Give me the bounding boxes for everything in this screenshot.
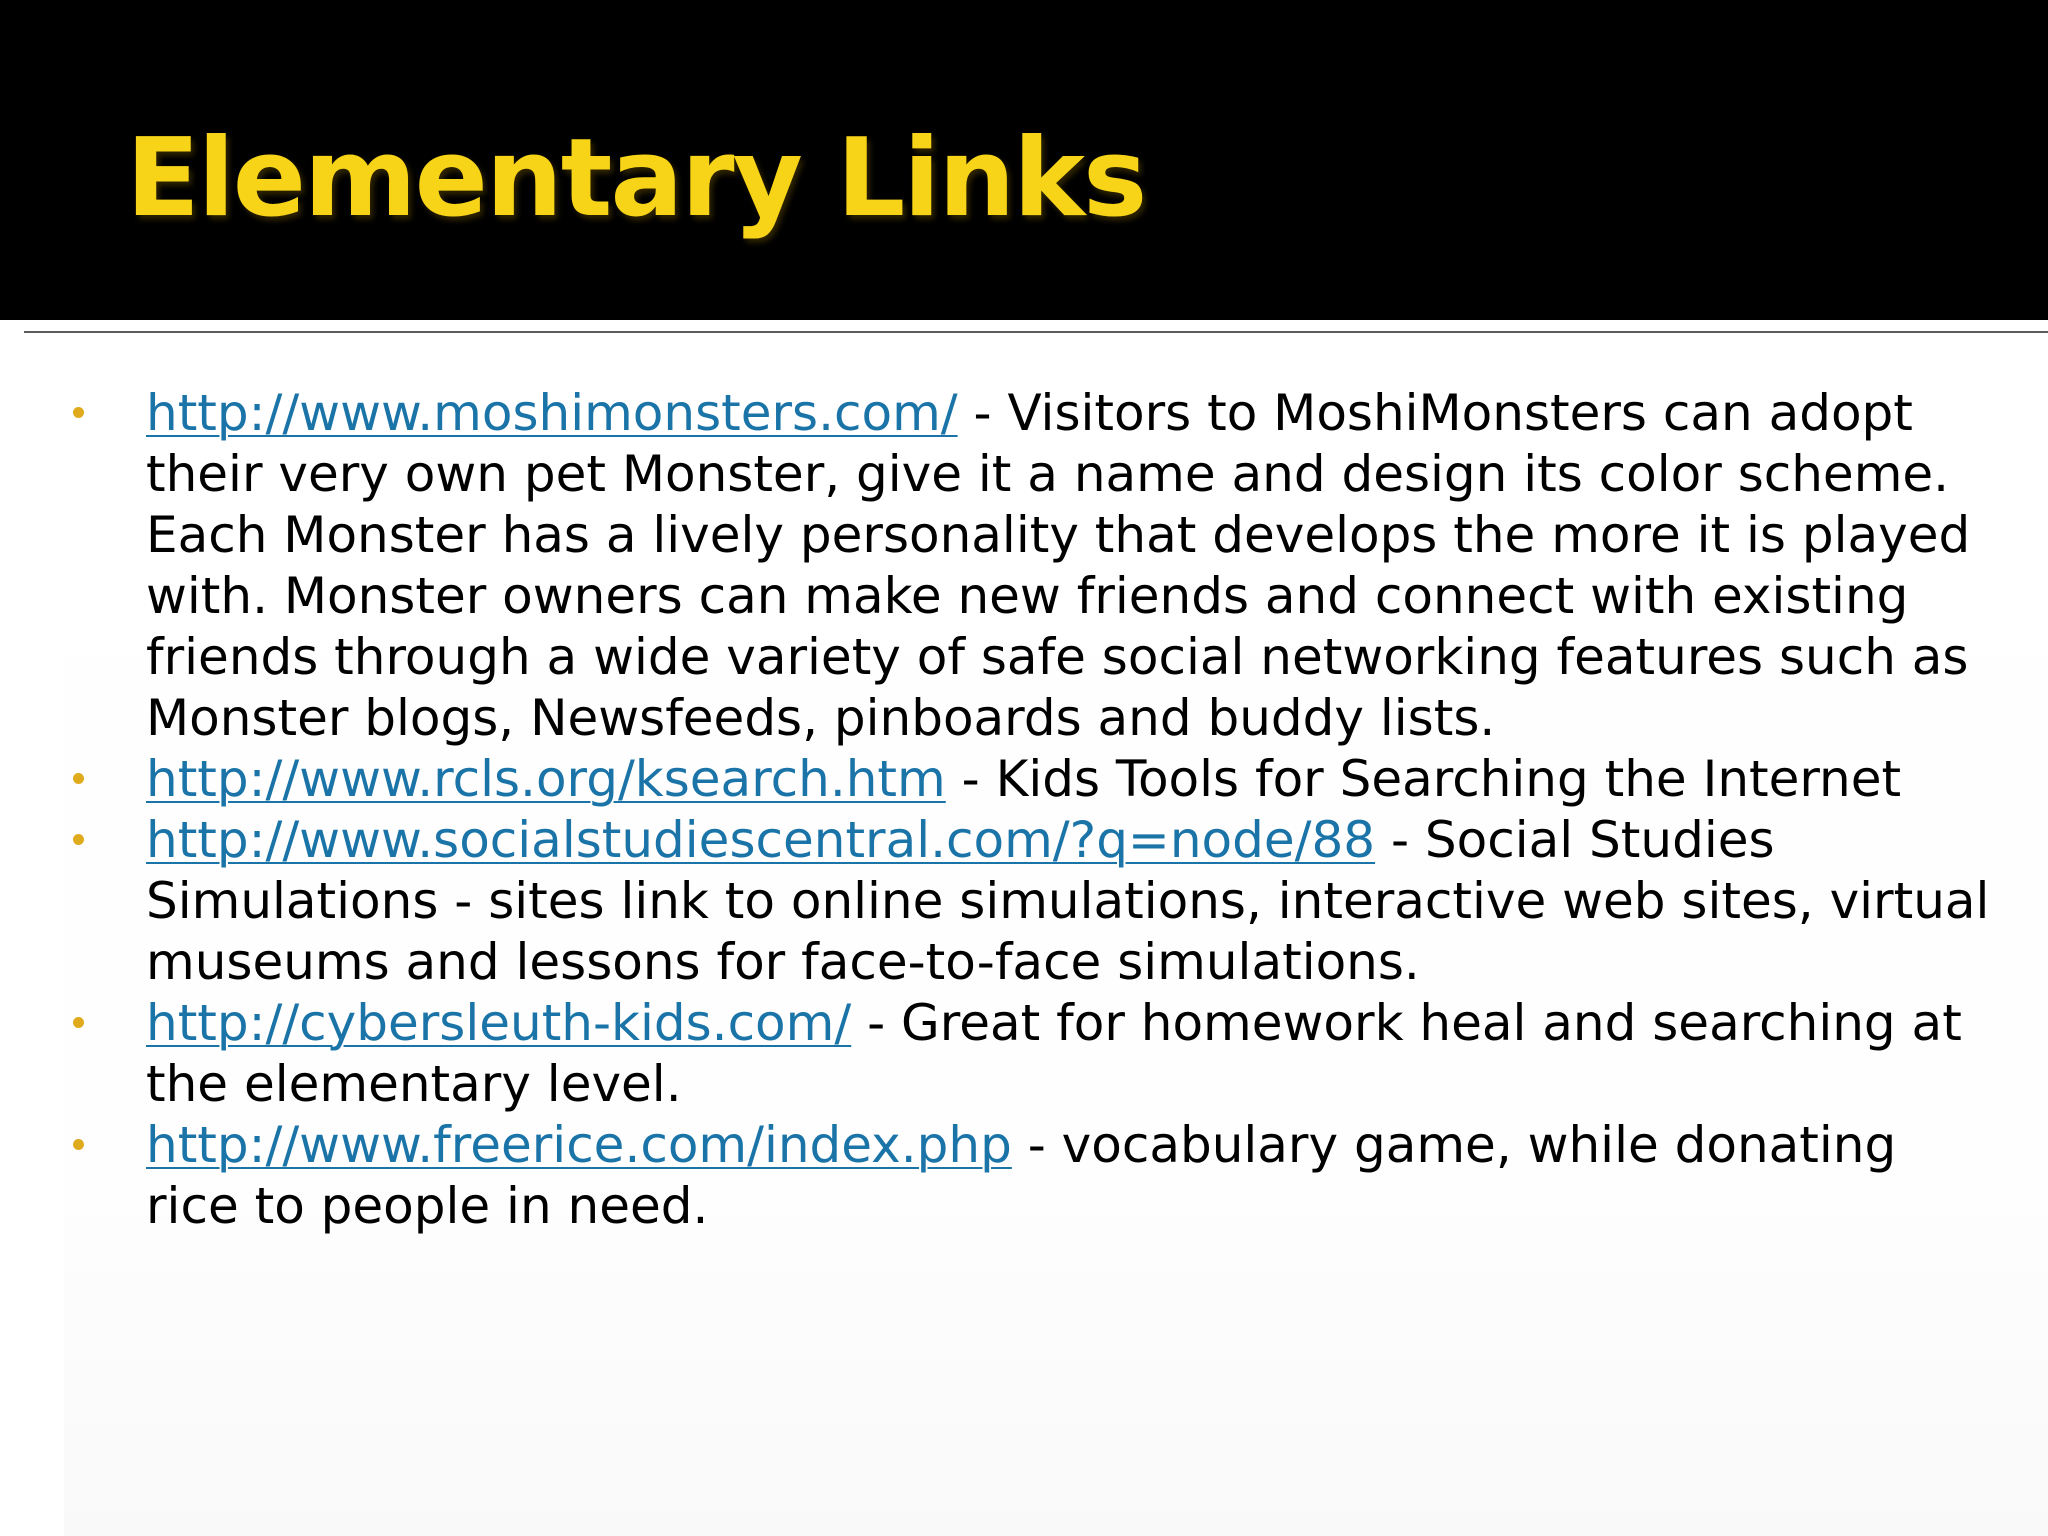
moshimonsters-description: - Visitors to MoshiMonsters can adopt their very own pet Monster, give it a name and design its color scheme. Each Monster has a lively personality that develops the more it is played with. Monster owners can make new friends and connect with existing friends through a wide variety of safe social networking features such as Monster blogs, Newsfeeds, pinboards and buddy lists.: [146, 384, 1971, 747]
bullet-dot-icon: [73, 773, 84, 784]
list-item: [70, 810, 2000, 993]
freerice-link[interactable]: http://www.freerice.com/index.php: [146, 1116, 1012, 1174]
bullet-dot-icon: [73, 407, 84, 418]
list-item: [70, 383, 2000, 749]
socialstudiescentral-link[interactable]: http://www.socialstudiescentral.com/?q=node/88: [146, 811, 1376, 869]
list-item: [70, 1115, 2000, 1237]
cybersleuth-kids-description: - Great for homework heal and searching at the elementary level.: [146, 994, 1962, 1113]
cybersleuth-kids-link[interactable]: http://cybersleuth-kids.com/: [146, 994, 852, 1052]
rcls-ksearch-link[interactable]: http://www.rcls.org/ksearch.htm: [146, 750, 946, 808]
bullet-dot-icon: [73, 1017, 84, 1028]
list-item: [70, 993, 2000, 1115]
freerice-description: - vocabulary game, while donating rice to people in need.: [146, 1116, 1897, 1235]
socialstudiescentral-description: - Social Studies Simulations - sites link to online simulations, interactive web sites, virtual museums and lessons for face-to-face simulations.: [146, 811, 1990, 991]
link-list: [70, 383, 2000, 1237]
slide-title: Elementary Links: [126, 116, 1146, 241]
bullet-dot-icon: [73, 834, 84, 845]
title-divider: [24, 331, 2048, 333]
list-item: [70, 749, 2000, 810]
bullet-dot-icon: [73, 1139, 84, 1150]
rcls-ksearch-description: - Kids Tools for Searching the Internet: [945, 750, 1902, 808]
moshimonsters-link[interactable]: http://www.moshimonsters.com/: [146, 384, 958, 442]
title-band: [0, 0, 2048, 320]
